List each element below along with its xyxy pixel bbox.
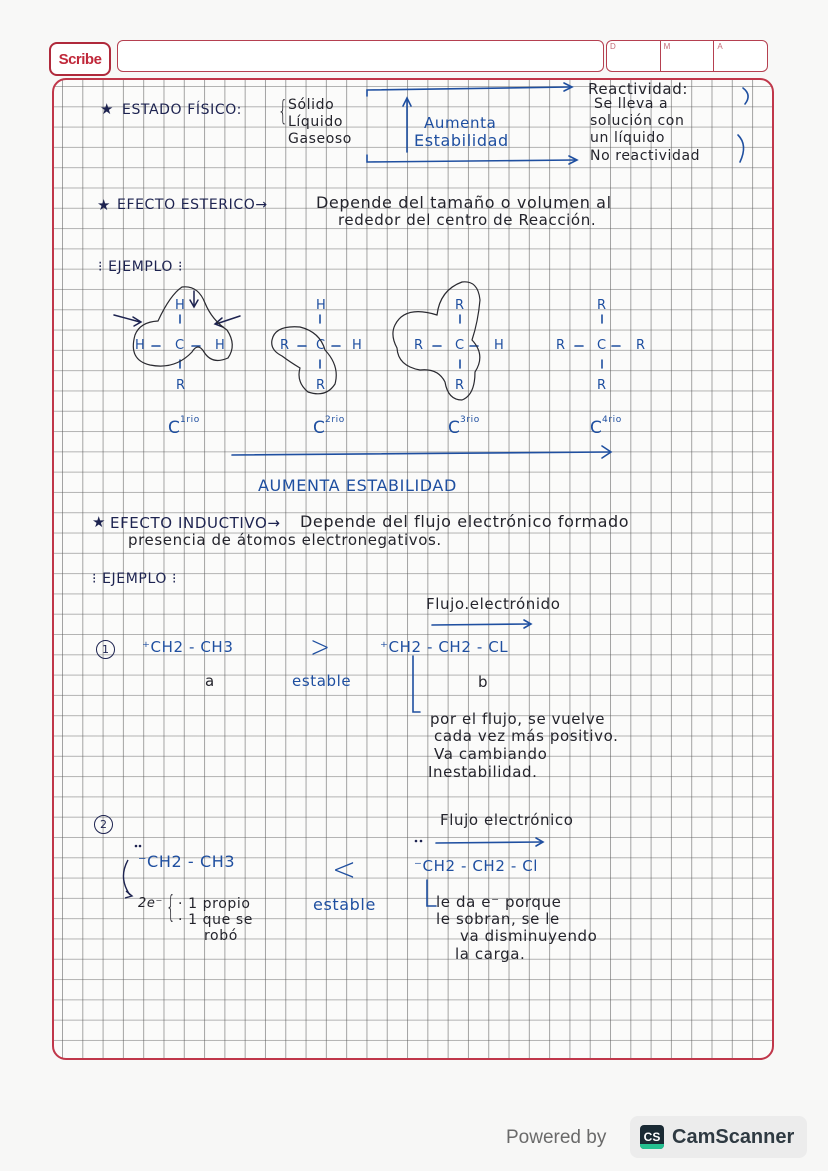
tag-b: b — [478, 673, 489, 691]
atom-top: R — [597, 298, 607, 313]
formula-carbanion: ⁻CH2 - CH3 — [138, 852, 236, 871]
electron-note-1: · 1 propio — [178, 896, 251, 912]
estabilidad-label: Estabilidad — [414, 131, 509, 150]
atom-top: H — [175, 298, 186, 313]
atom-left: H — [135, 338, 146, 353]
carbon-degree: 2rio — [325, 415, 345, 425]
date-year-label: A — [717, 42, 723, 51]
flow-label-1: Flujo.electrónido — [426, 595, 561, 613]
atom-right: H — [352, 338, 363, 353]
brace-icon: { — [166, 890, 176, 925]
example-number-2: 2 — [94, 815, 113, 834]
explanation-1-line-3: Va cambiando — [434, 745, 548, 763]
scribe-logo: Scribe — [49, 42, 111, 76]
date-month-label: M — [661, 41, 715, 71]
heading-estado-fisico: ESTADO FÍSICO: — [122, 102, 242, 118]
example-number-1: 1 — [96, 640, 115, 659]
atom-bottom: R — [176, 378, 186, 393]
example-label-2: ⁝ EJEMPLO ⁝ — [92, 571, 178, 587]
example-label-1: ⁝ EJEMPLO ⁝ — [98, 259, 184, 275]
electron-note-3: robó — [204, 928, 238, 944]
atom-center: C — [316, 338, 326, 353]
state-solid: Sólido — [288, 97, 335, 113]
star-bullet-icon: ★ — [97, 196, 112, 214]
carbon-label: C — [590, 418, 603, 438]
state-liquid: Líquido — [288, 114, 343, 130]
aumenta-label: Aumenta — [424, 114, 497, 132]
atom-center: C — [175, 338, 185, 353]
electron-note-2: · 1 que se — [178, 912, 253, 928]
title-field — [117, 40, 604, 72]
side-note-line-5: No reactividad — [590, 148, 701, 164]
heading-efecto-inductivo: EFECTO INDUCTIVO→ — [110, 514, 281, 532]
estable-note-1: estable — [292, 672, 352, 690]
atom-right: H — [215, 338, 226, 353]
atom-bottom: R — [597, 378, 607, 393]
heading-efecto-esterico: EFECTO ESTERICO→ — [117, 197, 268, 213]
esterico-definition-2: rededor del centro de Reacción. — [338, 211, 597, 229]
side-note-line-4: un líquido — [590, 130, 666, 146]
powered-by-label: Powered by — [506, 1127, 607, 1148]
atom-left: R — [280, 338, 290, 353]
carbon-label: C — [448, 418, 461, 438]
inductivo-definition-2: presencia de átomos electronegativos. — [128, 531, 442, 549]
atom-left: R — [556, 338, 566, 353]
carbon-degree: 4rio — [602, 415, 622, 425]
explanation-2-line-3: va disminuyendo — [460, 927, 598, 945]
date-box — [606, 40, 768, 72]
less-than-symbol: < — [332, 850, 357, 888]
brace-icon: { — [278, 94, 289, 127]
trend-label: AUMENTA ESTABILIDAD — [258, 476, 457, 495]
explanation-2-line-4: la carga. — [455, 945, 526, 963]
atom-bottom: R — [455, 378, 465, 393]
atom-bottom: R — [316, 378, 326, 393]
carbon-degree: 3rio — [460, 415, 480, 425]
star-bullet-icon: ★ — [100, 100, 115, 118]
state-gas: Gaseoso — [288, 131, 352, 147]
estable-note-2: estable — [313, 895, 376, 914]
camscanner-badge[interactable] — [630, 1116, 807, 1158]
date-day-label: D — [607, 41, 661, 71]
explanation-1-line-4: Inestabilidad. — [428, 763, 538, 781]
atom-right: H — [494, 338, 505, 353]
flow-label-2: Flujo electrónico — [440, 811, 574, 829]
tag-a: a — [205, 672, 215, 690]
atom-center: C — [597, 338, 607, 353]
formula-a: ⁺CH2 - CH3 — [142, 638, 234, 656]
formula-chloro-carbanion: ⁻CH2 - CH2 - Cl — [414, 857, 539, 875]
carbon-degree: 1rio — [180, 415, 200, 425]
camscanner-logo-icon: CS — [640, 1125, 664, 1149]
greater-than-symbol: > — [310, 630, 331, 665]
carbon-label: C — [313, 418, 326, 438]
camscanner-name: CamScanner — [672, 1125, 795, 1148]
atom-left: R — [414, 338, 424, 353]
explanation-1-line-1: por el flujo, se vuelve — [430, 710, 606, 728]
formula-b: ⁺CH2 - CH2 - CL — [380, 638, 509, 656]
electron-count: 2e⁻ — [138, 896, 163, 911]
star-bullet-icon: ★ — [92, 513, 107, 531]
esterico-definition-1: Depende del tamaño o volumen al — [316, 193, 612, 212]
atom-top: R — [455, 298, 465, 313]
side-note-line-3: solución con — [590, 113, 685, 129]
explanation-2-line-1: le da e⁻ porque — [436, 893, 562, 911]
explanation-1-line-2: cada vez más positivo. — [434, 727, 619, 745]
inductivo-definition-1: Depende del flujo electrónico formado — [300, 512, 630, 531]
explanation-2-line-2: le sobran, se le — [436, 910, 560, 928]
side-note-line-2: Se lleva a — [594, 96, 669, 112]
atom-right: R — [636, 338, 646, 353]
atom-center: C — [455, 338, 465, 353]
side-note-line-1: Reactividad: — [588, 80, 688, 98]
carbon-label: C — [168, 418, 181, 438]
atom-top: H — [316, 298, 327, 313]
